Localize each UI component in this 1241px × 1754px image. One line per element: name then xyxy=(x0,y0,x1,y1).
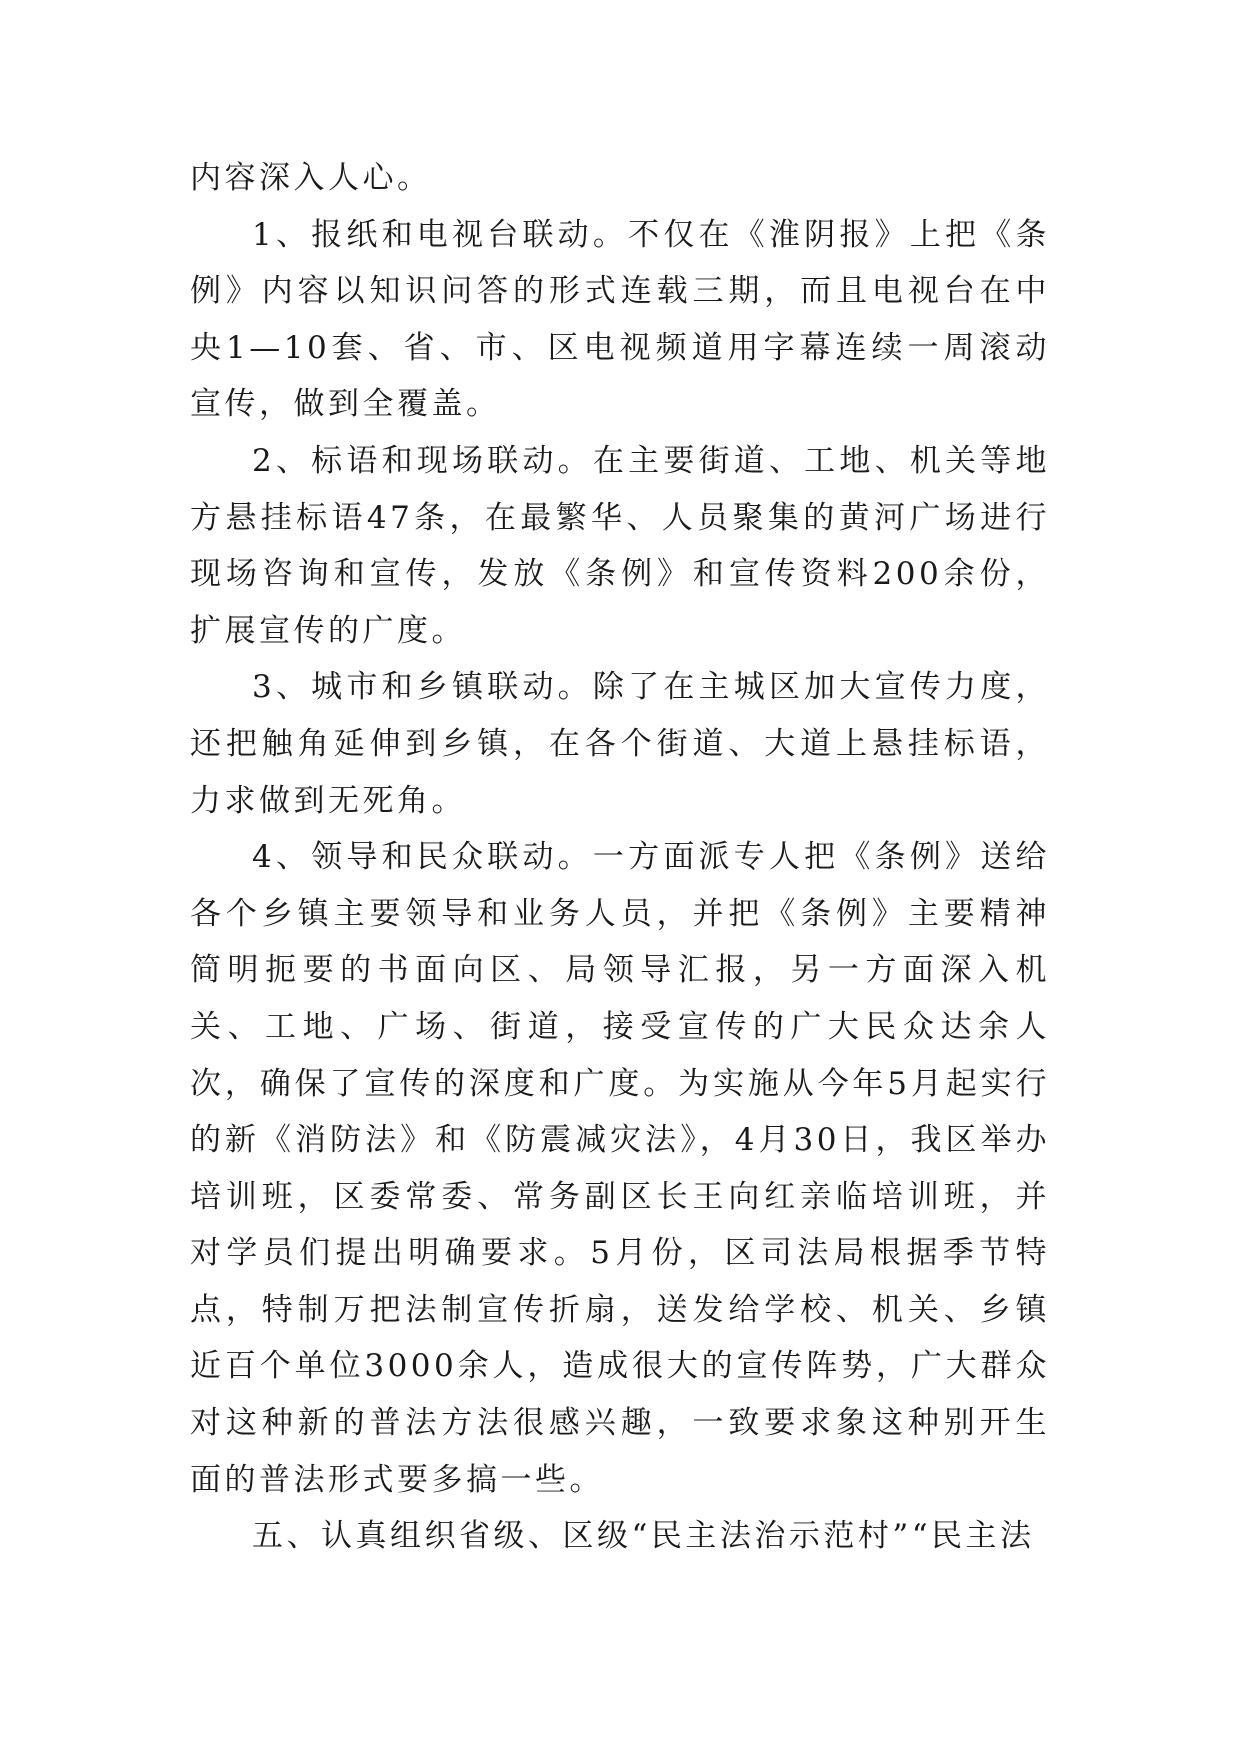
paragraph-item-4: 4、领导和民众联动。一方面派专人把《条例》送给各个乡镇主要领导和业务人员，并把《条例》主要精神简明扼要的书面向区、局领导汇报，另一方面深入机关、工地、广场、街道，接受宣传的广大民众达余人次，确保了宣传的深度和广度。为实施从今年5月起实行的新《消防法》和《防震减灾法》，4月30日，我区举办培训班，区委常委、常务副区长王向红亲临培训班，并对学员们提出明确要求。5月份，区司法局根据季节特点，特制万把法制宣传折扇，送发给学校、机关、乡镇近百个单位3000余人，造成很大的宣传阵势，广大群众对这种新的普法方法很感兴趣，一致要求象这种别开生面的普法形式要多搞一些。 xyxy=(190,839,1050,1498)
paragraph-item-3: 3、城市和乡镇联动。除了在主城区加大宣传力度，还把触角延伸到乡镇，在各个街道、大道上悬挂标语，力求做到无死角。 xyxy=(190,669,1050,819)
paragraph-item-2: 2、标语和现场联动。在主要街道、工地、机关等地方悬挂标语47条，在最繁华、人员聚集的黄河广场进行现场咨询和宣传，发放《条例》和宣传资料200余份，扩展宣传的广度。 xyxy=(190,442,1050,649)
document-body xyxy=(190,150,1050,1565)
paragraph-continuation: 内容深入人心。 xyxy=(190,160,432,196)
paragraph-section-5: 五、认真组织省级、区级“民主法治示范村”“民主法 xyxy=(252,1518,1035,1555)
paragraph-item-1: 1、报纸和电视台联动。不仅在《淮阴报》上把《条例》内容以知识问答的形式连载三期，而且电视台在中央1—10套、省、市、区电视频道用字幕连续一周滚动宣传，做到全覆盖。 xyxy=(190,216,1050,423)
